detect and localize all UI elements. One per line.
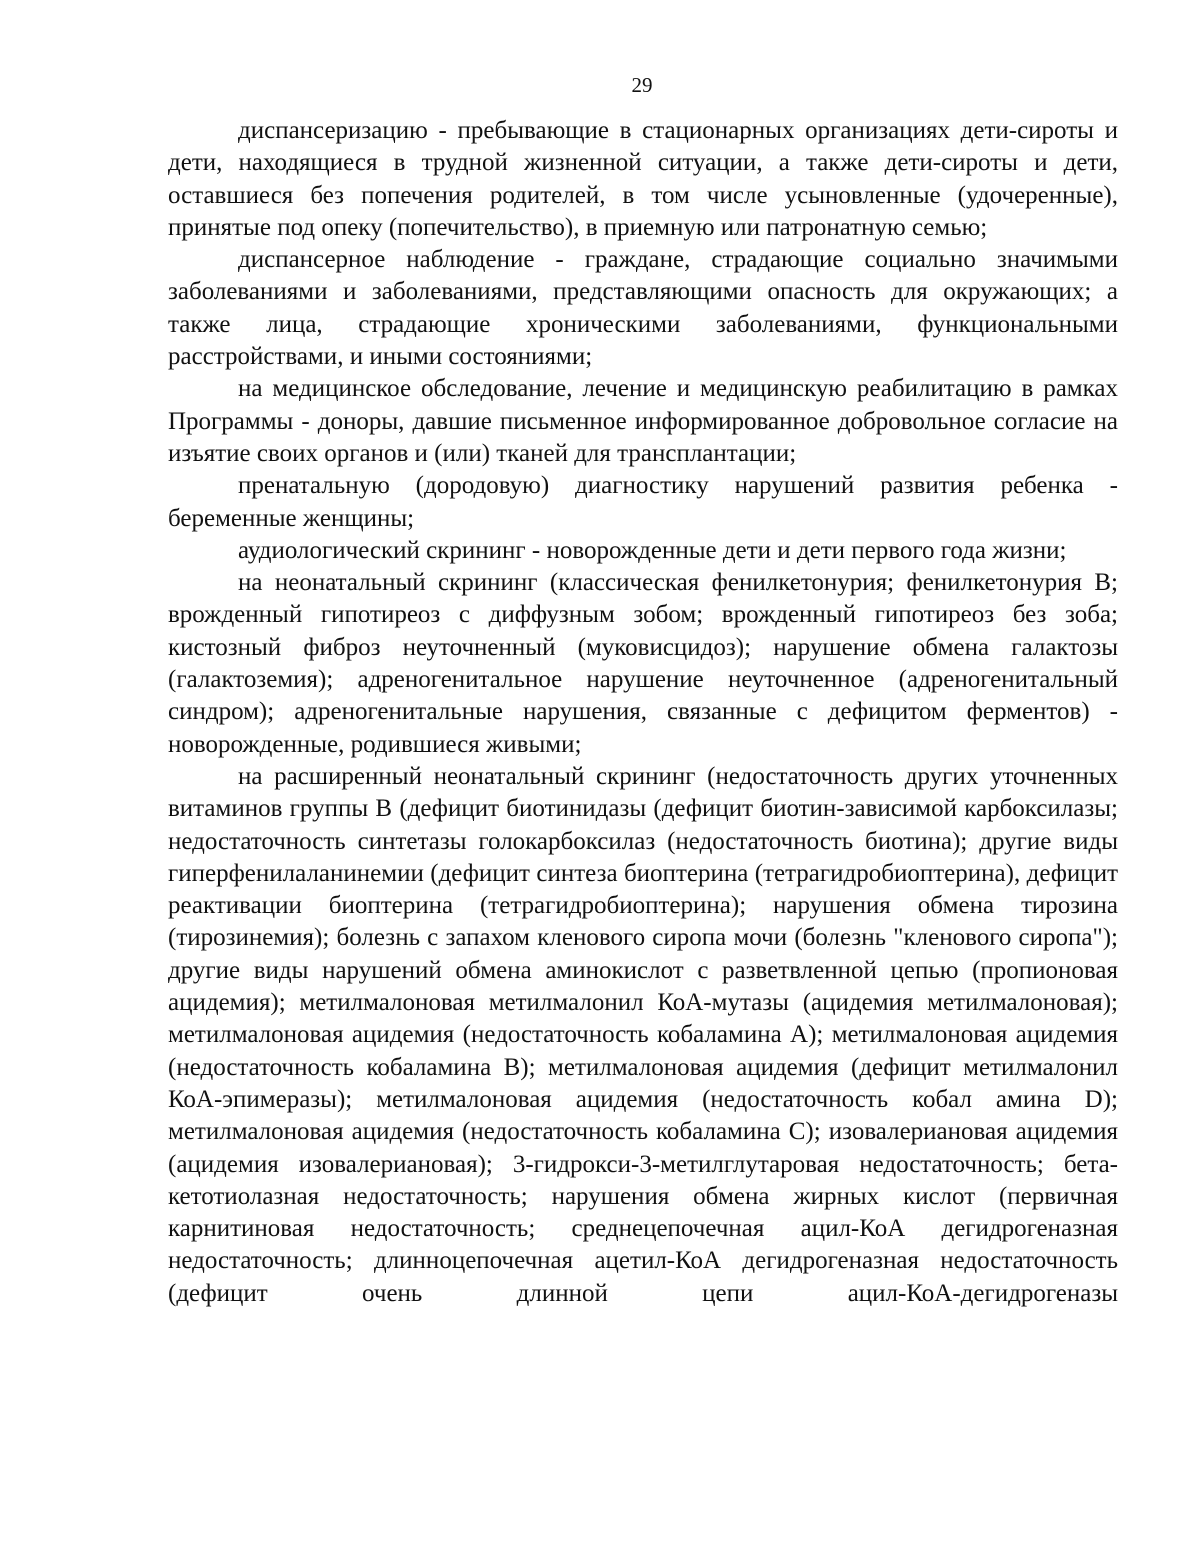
paragraph-prenatalnaya-diagnostika: пренатальную (дородовую) диагностику нарушений развития ребенка - беременные женщины; (168, 472, 1118, 532)
paragraph-dispanserizatsiya: диспансеризацию - пребывающие в стационарных организациях дети-сироты и дети, находящиеся в трудной жизненной ситуации, а также дети-сироты и дети, оставшиеся без попечения родителей, в том числе усыновленные (удочеренные), принятые под опеку (попечительство), в приемную или патронатную семью; (168, 117, 1118, 241)
document-body (168, 115, 1118, 1310)
paragraph-donory: на медицинское обследование, лечение и медицинскую реабилитацию в рамках Программы - доноры, давшие письменное информированное добровольное согласие на изъятие своих органов и (или) тканей для трансплантации; (168, 375, 1118, 467)
paragraph-rasshirennyy-skrining: на расширенный неонатальный скрининг (недостаточность других уточненных витаминов группы В (дефицит биотинидазы (дефицит биотин-зависимой карбоксилазы; недостаточность синтетазы голокарбоксилаз (недостаточность биотина); другие виды гиперфенилаланинемии (дефицит синтеза биоптерина (тетрагидробиоптерина), дефицит реактивации биоптерина (тетрагидробиоптерина); нарушения обмена тирозина (тирозинемия); болезнь с запахом кленового сиропа мочи (болезнь "кленового сиропа"); другие виды нарушений обмена аминокислот с разветвленной цепью (пропионовая ацидемия); метилмалоновая метилмалонил КоА-мутазы (ацидемия метилмалоновая); метилмалоновая ацидемия (недостаточность кобаламина А); метилмалоновая ацидемия (недостаточность кобаламина В); метилмалоновая ацидемия (дефицит метилмалонил КоА-эпимеразы); метилмалоновая ацидемия (недостаточность кобал амина D); метилмалоновая ацидемия (недостаточность кобаламина С); изовалериановая ацидемия (ацидемия изовалериановая); 3-гидрокси-3-метилглутаровая недостаточность; бета-кетотиолазная недостаточность; нарушения обмена жирных кислот (первичная карнитиновая недостаточность; среднецепочечная ацил-КоА дегидрогеназная недостаточность; длинноцепочечная ацетил-КоА дегидрогеназная недостаточность (дефицит очень длинной цепи ацил-КоА-дегидрогеназы (168, 762, 1118, 1307)
page-number: 29 (631, 73, 653, 97)
paragraph-dispansernoe-nablyudenie: диспансерное наблюдение - граждане, страдающие социально значимыми заболеваниями и заболеваниями, представляющими опасность для окружающих; а также лица, страдающие хроническими заболеваниями, функциональными расстройствами, и иными состояниями; (168, 246, 1118, 371)
paragraph-audiologicheskiy-skrining: аудиологический скрининг - новорожденные дети и дети первого года жизни; (238, 536, 1067, 564)
paragraph-neonatalnyy-skrining: на неонатальный скрининг (классическая фенилкетонурия; фенилкетонурия В; врожденный гипотиреоз с диффузным зобом; врожденный гипотиреоз без зоба; кистозный фиброз неуточненный (муковисцидоз); нарушение обмена галактозы (галактоземия); адреногенитальное нарушение неуточненное (адреногенитальный синдром); адреногенитальные нарушения, связанные с дефицитом ферментов) - новорожденные, родившиеся живыми; (168, 569, 1118, 758)
